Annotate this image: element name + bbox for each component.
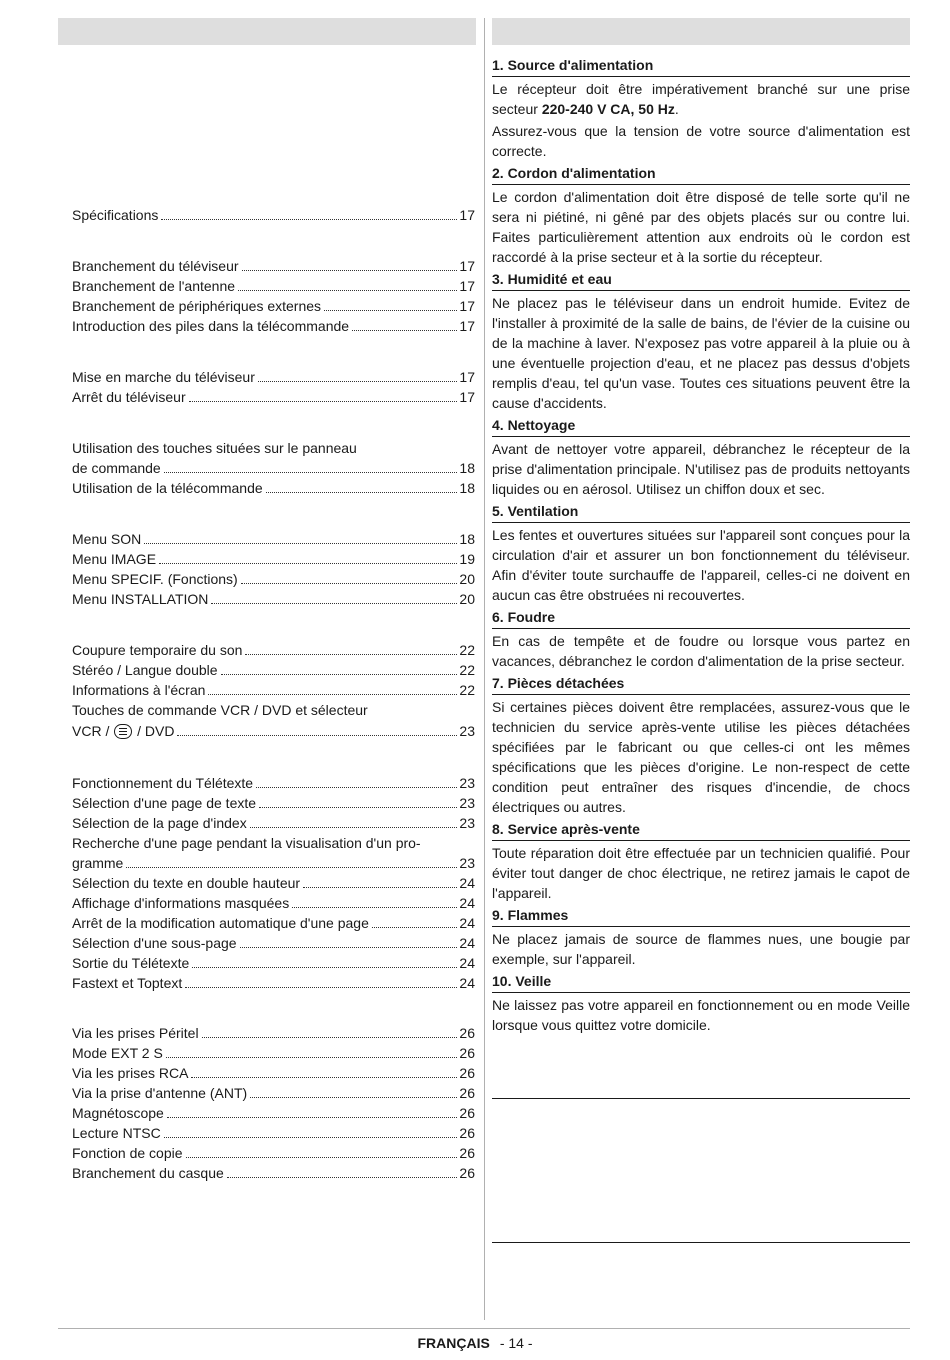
dot-leader: [208, 694, 457, 695]
section-text: Ne placez jamais de source de flammes nues, une bougie par exemple, sur l'appareil.: [492, 931, 910, 967]
toc-entry-page: 22: [459, 662, 475, 678]
toc-entry-label: Introduction des piles dans la télécommande: [72, 318, 350, 334]
dot-leader: [166, 1057, 458, 1058]
toc-entry: [72, 1063, 475, 1083]
toc-entry-page: 26: [459, 1025, 475, 1041]
toc-entry-page: 22: [459, 682, 475, 698]
toc-entry-label: Lecture NTSC: [72, 1125, 161, 1141]
toc-entry: [72, 721, 475, 741]
text-run: Le récepteur doit être impérativement branché sur une prise secteur: [492, 81, 910, 117]
toc-entry-label: Touches de commande VCR / DVD et sélecteur: [72, 702, 368, 718]
toc-entry: [72, 773, 475, 793]
toc-entry-label: Via les prises RCA: [72, 1065, 189, 1081]
toc-entry: [72, 256, 475, 276]
dot-leader: [258, 381, 458, 382]
dot-leader: [159, 563, 457, 564]
dot-leader: [144, 543, 457, 544]
section-title: 10. Veille: [492, 971, 910, 993]
dot-leader: [241, 583, 458, 584]
toc-entry-label: Via la prise d'antenne (ANT): [72, 1085, 248, 1101]
toc-entry-page: 23: [459, 723, 475, 739]
toc-entry-page: 17: [459, 278, 475, 294]
dot-leader: [227, 1177, 458, 1178]
dot-leader: [191, 1077, 457, 1078]
horizontal-rule: [492, 1242, 910, 1243]
toc-entry-label: Fonction de copie: [72, 1145, 183, 1161]
toc-entry-label: Menu IMAGE: [72, 551, 157, 567]
section-text: [492, 79, 910, 119]
toc-entry: [72, 316, 475, 336]
toc-group-controls: [72, 438, 475, 498]
toc-entry-label: Mise en marche du téléviseur: [72, 369, 255, 385]
safety-column: [492, 18, 910, 1037]
horizontal-rule: [492, 1098, 910, 1099]
section-text: Si certaines pièces doivent être remplacées, assurez-vous que le technicien du service après-vente utilise les pièces détachées spécifiées par le fabricant ou que celles-ci ont les mêmes spécifications que les pièces d'origine. Le non-respect de cette condition peut entraîner des risques d'incendie, de chocs électriques ou autres.: [492, 699, 910, 815]
toc-entry-label: gramme: [72, 855, 124, 871]
toc-entry-page: 26: [459, 1125, 475, 1141]
section-text: Le cordon d'alimentation doit être disposé de telle sorte qu'il ne sera ni piétiné, ni gêné par des objets placés sur ou contre lui. Faites particulièrement attention aux endroits où le cordon est raccordé à la prise secteur et à la sortie du récepteur.: [492, 189, 910, 265]
toc-entry: [72, 853, 475, 873]
toc-entry: [72, 873, 475, 893]
vcr-text: VCR /: [72, 723, 110, 739]
toc-group-specifications: [72, 205, 475, 225]
section-text: Ne laissez pas votre appareil en fonctionnement ou en mode Veille lorsque vous quittez votre domicile.: [492, 997, 910, 1033]
dot-leader: [164, 472, 458, 473]
dot-leader: [242, 270, 458, 271]
toc-entry-label: Sélection d'une sous-page: [72, 935, 237, 951]
toc-group-peripherals: [72, 1023, 475, 1183]
toc-entry: [72, 1163, 475, 1183]
dot-leader: [324, 310, 457, 311]
toc-entry-label: Affichage d'informations masquées: [72, 895, 290, 911]
toc-entry: [72, 589, 475, 609]
dot-leader: [192, 967, 457, 968]
toc-entry-label: Via les prises Péritel: [72, 1025, 199, 1041]
toc-entry-page: 19: [459, 551, 475, 567]
dot-leader: [292, 907, 457, 908]
section-title: 9. Flammes: [492, 905, 910, 927]
section-title: 3. Humidité et eau: [492, 269, 910, 291]
toc-entry: [72, 1083, 475, 1103]
section-text: Assurez-vous que la tension de votre source d'alimentation est correcte.: [492, 123, 910, 159]
section-title: 2. Cordon d'alimentation: [492, 163, 910, 185]
section-text: Avant de nettoyer votre appareil, débranchez le récepteur de la prise d'alimentation principale. N'utilisez pas de produits nettoyants liquides ou en aérosol. Utilisez un chiffon doux et sec.: [492, 441, 910, 497]
toc-entry-label: Branchement de périphériques externes: [72, 298, 322, 314]
dot-leader: [126, 867, 457, 868]
section-title: 6. Foudre: [492, 607, 910, 629]
toc-entry: [72, 529, 475, 549]
page-footer: [0, 1335, 950, 1351]
toc-entry: [72, 458, 475, 478]
dot-leader: [266, 492, 458, 493]
toc-entry: [72, 813, 475, 833]
section-text: Toute réparation doit être effectuée par un technicien qualifié. Pour éviter tout danger de choc électrique, ne retirez jamais le capot de l'appareil.: [492, 845, 910, 901]
toc-entry-page: 24: [459, 895, 475, 911]
toc-entry-label: Utilisation de la télécommande: [72, 480, 263, 496]
toc-entry-label: Coupure temporaire du son: [72, 642, 243, 658]
dot-leader: [221, 674, 458, 675]
toc-entry-page: 26: [459, 1045, 475, 1061]
toc-entry-page: 17: [459, 318, 475, 334]
toc-entry-label: Sélection d'une page de texte: [72, 795, 257, 811]
dot-leader: [256, 787, 457, 788]
toc-entry-label: Fastext et Toptext: [72, 975, 183, 991]
toc-entry-label: Sélection du texte en double hauteur: [72, 875, 301, 891]
toc-entry: [72, 1043, 475, 1063]
toc-entry-page: 24: [459, 875, 475, 891]
toc-entry: [72, 478, 475, 498]
dot-leader: [352, 330, 457, 331]
toc-entry-label: Spécifications: [72, 207, 159, 223]
dot-leader: [161, 219, 457, 220]
toc-group-teletext: [72, 773, 475, 993]
toc-entry-label: Utilisation des touches situées sur le panneau: [72, 440, 357, 456]
toc-entry-label: Sélection de la page d'index: [72, 815, 247, 831]
toc-entry: [72, 680, 475, 700]
toc-entry: [72, 205, 475, 225]
toc-entry-label: Menu SON: [72, 531, 142, 547]
dvd-text: / DVD: [137, 723, 175, 739]
toc-entry-label: Menu INSTALLATION: [72, 591, 209, 607]
safety-header-bar: [492, 18, 910, 45]
toc-entry-page: 26: [459, 1145, 475, 1161]
dot-leader: [167, 1117, 458, 1118]
toc-column: [58, 18, 476, 1181]
toc-group-other-features: [72, 640, 475, 741]
toc-entry-label: Fonctionnement du Télétexte: [72, 775, 254, 791]
toc-entry-label: Mode EXT 2 S: [72, 1045, 163, 1061]
dot-leader: [250, 1097, 457, 1098]
page-number: - 14 -: [499, 1335, 533, 1351]
section-text: En cas de tempête et de foudre ou lorsque vous partez en vacances, débranchez le cordon d'alimentation de la prise secteur.: [492, 633, 910, 669]
dot-leader: [164, 1137, 458, 1138]
toc-entry-page: 18: [459, 480, 475, 496]
toc-entry-page: 23: [459, 815, 475, 831]
toc-entry-label: Branchement de l'antenne: [72, 278, 236, 294]
toc-entry-page: 20: [459, 591, 475, 607]
toc-entry: [72, 933, 475, 953]
section-title: 5. Ventilation: [492, 501, 910, 523]
dot-leader: [189, 401, 458, 402]
toc-entry-page: 26: [459, 1105, 475, 1121]
toc-entry: [72, 973, 475, 993]
voltage-spec: 220-240 V CA, 50 Hz: [541, 101, 675, 117]
toc-entry: [72, 660, 475, 680]
toc-entry: [72, 549, 475, 569]
toc-entry-page: 17: [459, 298, 475, 314]
dot-leader: [211, 603, 457, 604]
toc-entry: [72, 569, 475, 589]
dot-leader: [202, 1037, 458, 1038]
toc-entry: [72, 387, 475, 407]
toc-entry-page: 24: [459, 975, 475, 991]
toc-group-menus: [72, 529, 475, 609]
safety-instructions: [492, 55, 910, 1035]
dot-leader: [245, 654, 457, 655]
toc-entry-page: 20: [459, 571, 475, 587]
toc-entry-page: 24: [459, 955, 475, 971]
toc-entry-page: 18: [459, 531, 475, 547]
toc-entry-label: Stéréo / Langue double: [72, 662, 218, 678]
toc-entry-page: 26: [459, 1165, 475, 1181]
dot-leader: [250, 827, 458, 828]
toc-entry: [72, 367, 475, 387]
toc-entry-label: Branchement du casque: [72, 1165, 224, 1181]
toc-entry-label: Menu SPECIF. (Fonctions): [72, 571, 238, 587]
toc-entry-page: 23: [459, 795, 475, 811]
toc-entry-label: Sortie du Télétexte: [72, 955, 190, 971]
dot-leader: [372, 927, 458, 928]
toc-entry: [72, 793, 475, 813]
toc-entry: [72, 1123, 475, 1143]
dot-leader: [177, 735, 457, 736]
toc-entry: [72, 913, 475, 933]
toc-entry-label: Magnétoscope: [72, 1105, 164, 1121]
footer-rule: [58, 1328, 910, 1329]
section-title: 4. Nettoyage: [492, 415, 910, 437]
dot-leader: [185, 987, 457, 988]
toc-entry: [72, 1143, 475, 1163]
section-title: 1. Source d'alimentation: [492, 55, 910, 77]
toc-header-bar: [58, 18, 476, 45]
toc-group-power: [72, 367, 475, 407]
toc-entry-label: Branchement du téléviseur: [72, 258, 239, 274]
toc-group-installation: [72, 256, 475, 336]
dot-leader: [259, 807, 457, 808]
toc-entry-label: de commande: [72, 460, 161, 476]
dot-leader: [238, 290, 457, 291]
toc-entry-page: 24: [459, 935, 475, 951]
toc-entry-page: 26: [459, 1085, 475, 1101]
section-title: 7. Pièces détachées: [492, 673, 910, 695]
toc-entry-label: Informations à l'écran: [72, 682, 206, 698]
toc-entry: [72, 893, 475, 913]
toc-entry: [72, 953, 475, 973]
toc-entry: [72, 1103, 475, 1123]
toc-entry: [72, 640, 475, 660]
toc-entry: [72, 276, 475, 296]
toc-entry-page: 17: [459, 369, 475, 385]
toc-entry-label: Recherche d'une page pendant la visualisation d'un pro-: [72, 835, 421, 851]
toc-entry-page: 17: [459, 389, 475, 405]
section-text: Ne placez pas le téléviseur dans un endroit humide. Evitez de l'installer à proximité de la salle de bains, de l'évier de la cuisine ou de la machine à laver. N'exposez pas votre appareil à la pluie ou à une éventuelle projection d'eau, et ne placez pas dessus d'objets remplis d'eau, tel qu'un vase. Toutes ces situations peuvent être la cause d'accidents.: [492, 295, 910, 411]
dot-leader: [186, 1157, 458, 1158]
toc-entry-page: 18: [459, 460, 475, 476]
teletext-icon: [114, 724, 132, 739]
toc-entry-label: Arrêt du téléviseur: [72, 389, 186, 405]
toc-entry-label: [72, 721, 174, 741]
text-run: .: [674, 101, 679, 117]
toc-entry-page: 26: [459, 1065, 475, 1081]
dot-leader: [303, 887, 457, 888]
toc-entry: [72, 1023, 475, 1043]
section-text: Les fentes et ouvertures situées sur l'appareil sont conçues pour la circulation d'air et assurer un bon fonctionnement du téléviseur. Afin d'éviter toute surchauffe de l'appareil, celles-ci ne doivent en aucun cas être obstruées ni recouvertes.: [492, 527, 910, 603]
toc-entry-page: 23: [459, 855, 475, 871]
toc-entry: [72, 296, 475, 316]
toc-entry-page: 17: [459, 207, 475, 223]
toc-entry-page: 17: [459, 258, 475, 274]
toc-entry-page: 24: [459, 915, 475, 931]
column-divider: [484, 18, 485, 1320]
toc-entry-label: Arrêt de la modification automatique d'une page: [72, 915, 369, 931]
dot-leader: [240, 947, 458, 948]
toc-entry-page: 22: [459, 642, 475, 658]
footer-language: FRANÇAIS: [417, 1335, 490, 1351]
toc-entry-page: 23: [459, 775, 475, 791]
section-title: 8. Service après-vente: [492, 819, 910, 841]
